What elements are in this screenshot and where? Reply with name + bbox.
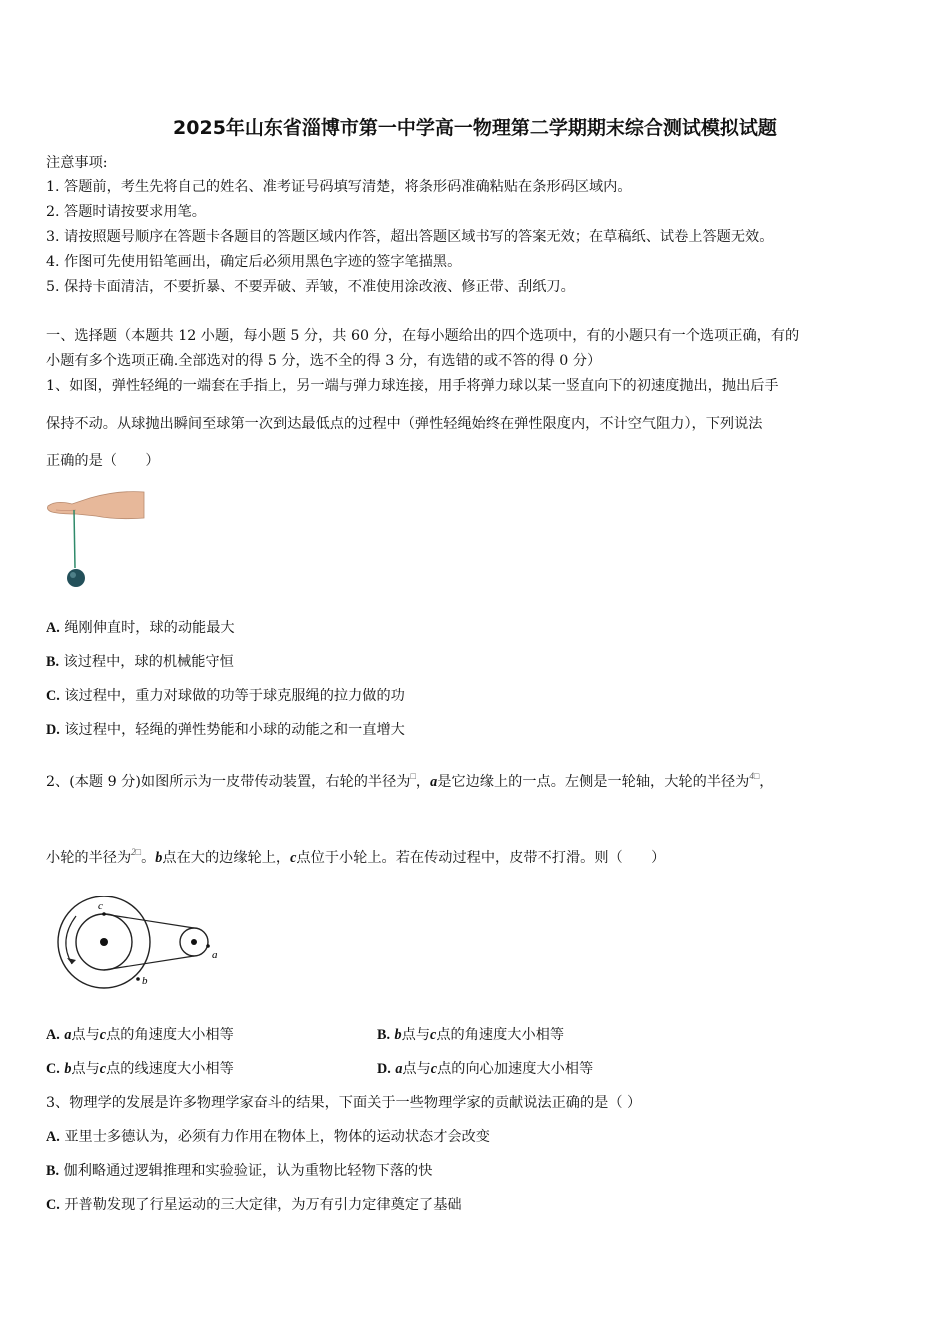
notice-item: 5. 保持卡面清洁，不要折暴、不要弄破、弄皱，不准使用涂改液、修正带、刮纸刀。 xyxy=(46,279,575,295)
notice-item: 2. 答题时请按要求用笔。 xyxy=(46,204,206,220)
q1-stem-line2: 保持不动。从球抛出瞬间至球第一次到达最低点的过程中（弹性轻绳始终在弹性限度内，不计空气阻力），下列说法 xyxy=(46,416,763,432)
q2-option-c: C. b点与c点的线速度大小相等 xyxy=(46,1061,234,1077)
q3-option-c: C. 开普勒发现了行星运动的三大定律，为万有引力定律奠定了基础 xyxy=(46,1197,462,1213)
notice-item: 3. 请按照题号顺序在答题卡各题目的答题区域内作答，超出答题区域书写的答案无效；在草稿纸、试卷上答题无效。 xyxy=(46,229,774,245)
belt-drive-figure xyxy=(52,896,232,992)
q2-stem-line1: 2、(本题 9 分)如图所示为一皮带传动装置，右轮的半径为□，a是它边缘上的一点。左侧是一轮轴，大轮的半径为$^{4□}$， xyxy=(46,771,774,790)
section-heading-line2: 小题有多个选项正确.全部选对的得 5 分，选不全的得 3 分，有选错的或不答的得 0 分） xyxy=(46,353,602,369)
label-b: b xyxy=(142,975,148,987)
q3-option-b: B. 伽利略通过逻辑推理和实验验证，认为重物比轻物下落的快 xyxy=(46,1163,433,1179)
q2-option-d: D. a点与c点的向心加速度大小相等 xyxy=(377,1061,594,1077)
q1-option-d: D. 该过程中，轻绳的弹性势能和小球的动能之和一直增大 xyxy=(46,722,405,738)
q3-stem: 3、物理学的发展是许多物理学家奋斗的结果，下面关于一些物理学家的贡献说法正确的是（ ） xyxy=(46,1095,642,1111)
hand-ball-figure xyxy=(46,488,146,594)
section-heading-line1: 一、选择题（本题共 12 小题，每小题 5 分，共 60 分，在每小题给出的四个选项中，有的小题只有一个选项正确，有的 xyxy=(46,328,800,344)
q1-stem-line3: 正确的是（ ） xyxy=(46,453,160,469)
q1-option-a: A. 绳刚伸直时，球的动能最大 xyxy=(46,620,235,636)
notice-item: 4. 作图可先使用铅笔画出，确定后必须用黑色字迹的签字笔描黑。 xyxy=(46,254,462,270)
label-c: c xyxy=(98,900,103,912)
q1-stem-line1: 1、如图，弹性轻绳的一端套在手指上，另一端与弹力球连接，用手将弹力球以某一竖直向下的初速度抛出，抛出后手 xyxy=(46,378,779,394)
notice-item: 1. 答题前，考生先将自己的姓名、准考证号码填写清楚，将条形码准确粘贴在条形码区域内。 xyxy=(46,179,632,195)
q2-stem-line2: 小轮的半径为$^{2□}$。b点在大的边缘轮上，c点位于小轮上。若在传动过程中，皮带不打滑。则（ ） xyxy=(46,847,666,866)
q2-option-b: B. b点与c点的角速度大小相等 xyxy=(377,1027,565,1043)
page-title: 2025年山东省淄博市第一中学高一物理第二学期期末综合测试模拟试题 xyxy=(173,117,777,139)
q1-option-c: C. 该过程中，重力对球做的功等于球克服绳的拉力做的功 xyxy=(46,688,405,704)
notice-heading: 注意事项: xyxy=(46,155,108,171)
q1-option-b: B. 该过程中，球的机械能守恒 xyxy=(46,654,234,670)
label-a: a xyxy=(212,949,218,961)
q3-option-a: A. 亚里士多德认为，必须有力作用在物体上，物体的运动状态才会改变 xyxy=(46,1129,490,1145)
q2-option-a: A. a点与c点的角速度大小相等 xyxy=(46,1027,234,1043)
